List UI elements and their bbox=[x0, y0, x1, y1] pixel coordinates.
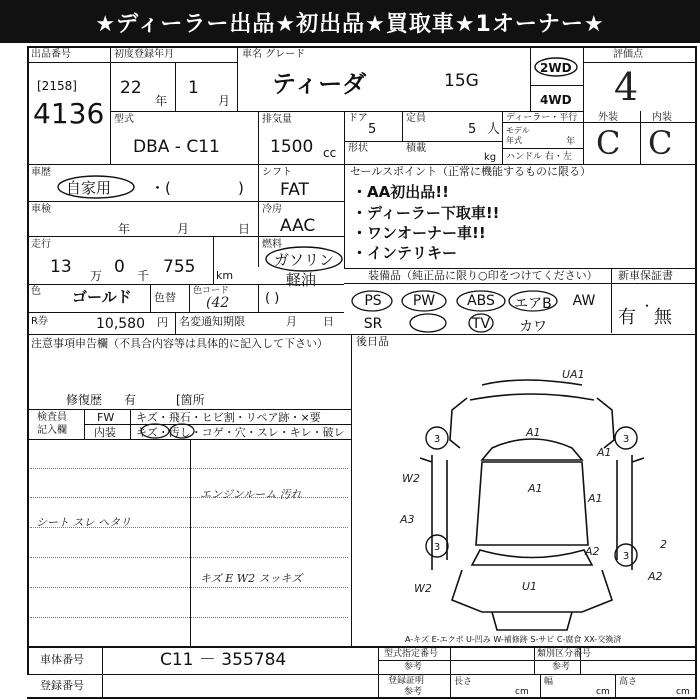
capacity-value: 5 bbox=[468, 122, 477, 137]
height-label: 高さ bbox=[619, 677, 638, 687]
repair-label: 修復歴 bbox=[66, 393, 103, 407]
row2-mid-line bbox=[344, 141, 502, 142]
repair-value: 有 bbox=[124, 393, 137, 407]
length-label: 長さ bbox=[454, 677, 473, 687]
category-ref: 参考 bbox=[552, 662, 571, 672]
warranty-yes: 有 bbox=[618, 307, 636, 328]
inspector-v1 bbox=[84, 409, 85, 439]
reg-no-label: 登録番号 bbox=[40, 679, 84, 692]
mark-a1-front: A1 bbox=[526, 426, 541, 439]
mark-ua1: UA1 bbox=[562, 368, 585, 381]
recycle-label: R券 bbox=[31, 316, 48, 327]
inspector-label-1: 検査員 bbox=[37, 412, 67, 423]
reg-label: 初度登録年月 bbox=[114, 49, 174, 60]
recycle-divider bbox=[175, 312, 176, 334]
load-label: 積載 bbox=[406, 143, 426, 154]
bottom-top-line bbox=[27, 646, 697, 648]
interior-value: C bbox=[648, 124, 673, 162]
engine-label: 排気量 bbox=[262, 114, 292, 125]
row2-dealer-divider bbox=[502, 111, 503, 164]
color-code: (42 bbox=[206, 295, 230, 311]
equip-tv: TV bbox=[471, 316, 491, 332]
notes-center-line bbox=[190, 439, 191, 646]
warranty-no: 無 bbox=[654, 307, 672, 328]
mark-w2-rear: W2 bbox=[414, 582, 432, 595]
bottom-mid-line-left bbox=[27, 674, 378, 675]
lot-label: 出品番号 bbox=[31, 49, 71, 60]
history-label: 車歴 bbox=[31, 167, 51, 178]
equip-airbag: エアB bbox=[514, 296, 552, 312]
mileage-u1: 万 bbox=[90, 269, 103, 283]
bottom-right-divider bbox=[378, 646, 379, 697]
mileage-v1: 13 bbox=[50, 257, 72, 277]
equip-ps: PS bbox=[364, 293, 382, 309]
car-grade: 15G bbox=[444, 71, 479, 91]
history-value: 自家用 bbox=[66, 179, 112, 197]
shift-value: FAT bbox=[280, 180, 309, 200]
inspection-month: 月 bbox=[177, 222, 190, 236]
engine-unit: cc bbox=[323, 146, 337, 160]
color-divider-2 bbox=[189, 284, 190, 312]
reg-label-line bbox=[110, 62, 237, 63]
color-value: ゴールド bbox=[72, 288, 132, 306]
col-drive-divider bbox=[583, 46, 584, 164]
sales-point-3: ・ワンオーナー車!! bbox=[352, 224, 486, 242]
fuel-gas: ガソリン bbox=[274, 251, 335, 269]
row2-model-divider bbox=[258, 111, 259, 164]
model-value: DBA - C11 bbox=[133, 137, 220, 157]
note-line-5 bbox=[30, 587, 348, 588]
shape-label: 形状 bbox=[348, 143, 368, 154]
fuel-diesel: 軽油 bbox=[286, 271, 317, 289]
chassis-label: 車体番号 bbox=[40, 653, 84, 666]
row-history-bottom bbox=[27, 201, 344, 202]
handle-label: ハンドル 右・左 bbox=[506, 152, 572, 162]
sales-point-4: ・インテリキー bbox=[352, 244, 458, 262]
drive-2wd: 2WD bbox=[540, 61, 572, 75]
recycle-value: 10,580 bbox=[96, 316, 145, 332]
name-change-day: 日 bbox=[323, 315, 334, 328]
ac-label: 冷房 bbox=[262, 204, 282, 215]
bottom-r-line-2 bbox=[378, 674, 695, 675]
inspector-circles bbox=[130, 409, 351, 440]
sales-left-line bbox=[344, 164, 345, 268]
score-label-line bbox=[583, 62, 695, 63]
dealer-label: ディーラー・平行 bbox=[506, 113, 578, 123]
note-line-6 bbox=[30, 617, 348, 618]
inspector-int: 内装 bbox=[94, 426, 116, 439]
model-label: 型式 bbox=[114, 114, 134, 125]
mark-a2-right: A2 bbox=[648, 570, 663, 583]
row2-handle-line bbox=[502, 148, 583, 149]
color-divider-1 bbox=[150, 284, 151, 312]
sales-point-2: ・ディーラー下取車!! bbox=[352, 204, 500, 222]
mileage-label: 走行 bbox=[31, 239, 51, 250]
lot-sub: [2158] bbox=[37, 79, 77, 93]
width-label: 幅 bbox=[544, 677, 554, 687]
color-paren: ( ) bbox=[265, 291, 280, 306]
diagram-legend: A-キズ E-エクボ U-凹み W-補修跡 S-サビ C-腐食 XX-交換済 bbox=[405, 635, 622, 644]
damage-diagram bbox=[352, 350, 694, 646]
inspection-day: 日 bbox=[238, 222, 251, 236]
designation-label: 型式指定番号 bbox=[384, 649, 439, 659]
notes-label: 注意事項申告欄（不具合内容等は具体的に記入して下さい） bbox=[31, 337, 328, 350]
model-year-label: モデル 年式 bbox=[506, 126, 530, 145]
drive-4wd: 4WD bbox=[540, 93, 572, 107]
equip-abs: ABS bbox=[467, 293, 495, 309]
frame-top bbox=[27, 46, 697, 48]
drive-mid-line bbox=[530, 85, 583, 86]
bottom-r-v2 bbox=[534, 646, 535, 674]
reg-cert-ref: 参考 bbox=[404, 687, 423, 697]
mark-a1-upper-right: A1 bbox=[597, 446, 612, 459]
inspector-int-text: キズ・汚し・コゲ・穴・スレ・キレ・破レ bbox=[136, 426, 345, 439]
mark-2: 2 bbox=[660, 538, 667, 551]
doors-label: ドア bbox=[348, 113, 368, 124]
height-unit: cm bbox=[676, 687, 690, 697]
history-circle bbox=[56, 174, 136, 200]
lot-number: 4136 bbox=[33, 97, 105, 130]
reg-mid-line bbox=[175, 62, 176, 111]
history-paren-close: ) bbox=[238, 179, 244, 197]
equip-pw: PW bbox=[412, 293, 436, 309]
chassis-value: C11 － 355784 bbox=[160, 650, 287, 670]
row2-ext-int-divider bbox=[640, 111, 641, 164]
bottom-r-v5 bbox=[615, 674, 616, 697]
handwriting-3: キズ E W2 スッキズ bbox=[200, 572, 303, 585]
banner-text: ★ディーラー出品★初出品★買取車★1オーナー★ bbox=[95, 12, 605, 37]
color-code-label: 色コード bbox=[193, 286, 230, 296]
inspection-label: 車検 bbox=[31, 204, 51, 215]
exterior-value: C bbox=[596, 124, 621, 162]
bottom-r-v4 bbox=[540, 674, 541, 697]
color-label: 色 bbox=[31, 286, 41, 297]
wheel-rear-right: 3 bbox=[622, 551, 630, 562]
shift-label: シフト bbox=[262, 167, 292, 178]
wheel-front-right: 3 bbox=[622, 434, 630, 445]
score-label: 評価点 bbox=[613, 49, 643, 60]
doors-value: 5 bbox=[368, 122, 377, 137]
mark-a2-rear: A2 bbox=[585, 545, 600, 558]
recycle-unit: 円 bbox=[157, 316, 168, 329]
later-label: 後日品 bbox=[356, 335, 389, 348]
wheel-front-left: 3 bbox=[433, 434, 441, 445]
drive-circle bbox=[533, 56, 579, 78]
history-paren-open: ・( bbox=[150, 179, 171, 197]
reg-year-unit: 年 bbox=[155, 94, 168, 108]
mark-a1-center: A1 bbox=[528, 482, 543, 495]
handwriting-1: エンジンルーム 汚れ bbox=[200, 488, 302, 501]
reg-month: 1 bbox=[188, 78, 199, 98]
width-unit: cm bbox=[596, 687, 610, 697]
equip-aw: AW bbox=[572, 293, 596, 309]
equipment-label: 装備品（純正品に限り○印をつけてください） bbox=[368, 269, 598, 282]
frame-right bbox=[695, 46, 697, 698]
car-label: 車名 グレード bbox=[242, 49, 306, 60]
lot-label-line bbox=[27, 62, 110, 63]
exterior-label: 外装 bbox=[598, 112, 618, 123]
sales-label: セールスポイント（正常に機能するものに限る） bbox=[350, 165, 592, 178]
model-year-unit: 年 bbox=[566, 137, 576, 147]
bottom-label-divider bbox=[102, 646, 103, 697]
inspector-fw: FW bbox=[97, 411, 115, 424]
mileage-unit: km bbox=[216, 269, 234, 282]
designation-ref: 参考 bbox=[404, 662, 423, 672]
reg-year: 22 bbox=[120, 78, 142, 98]
length-unit: cm bbox=[515, 687, 529, 697]
mark-w2-left: W2 bbox=[402, 472, 420, 485]
frame-left bbox=[27, 46, 29, 674]
col-lot-divider bbox=[110, 46, 111, 164]
mark-a1-right: A1 bbox=[588, 492, 603, 505]
reg-cert-label: 登録証明 bbox=[388, 676, 425, 686]
handwriting-2: シート スレ ヘタリ bbox=[36, 516, 131, 529]
km-divider bbox=[213, 236, 214, 284]
score-value: 4 bbox=[614, 65, 639, 109]
note-line-4 bbox=[30, 557, 348, 558]
wheel-rear-left: 3 bbox=[433, 542, 441, 553]
inspection-year: 年 bbox=[118, 222, 131, 236]
left-right-divider-a bbox=[258, 164, 259, 267]
name-change-month: 月 bbox=[286, 315, 297, 328]
load-unit: kg bbox=[484, 152, 497, 163]
fuel-label: 燃料 bbox=[262, 239, 282, 250]
row-inspection-bottom bbox=[27, 236, 344, 237]
color-divider-3 bbox=[258, 284, 259, 312]
capacity-label: 定員 bbox=[406, 113, 426, 124]
inspector-fw-text: キズ・飛石・ヒビ割・リペア跡・×要 bbox=[136, 411, 321, 424]
name-change-label: 名変通知期限 bbox=[179, 315, 245, 328]
recycle-top-line bbox=[27, 312, 344, 313]
repair-location: [箇所 bbox=[176, 393, 205, 407]
sales-point-1: ・AA初出品!! bbox=[352, 183, 449, 201]
equip-sr: SR bbox=[363, 316, 383, 332]
mark-u1: U1 bbox=[522, 580, 538, 593]
color-top-line bbox=[27, 284, 344, 285]
reg-month-unit: 月 bbox=[218, 94, 231, 108]
ac-value: AAC bbox=[280, 216, 316, 236]
warranty-divider bbox=[611, 268, 612, 333]
warranty-label: 新車保証書 bbox=[618, 269, 673, 282]
mark-a3-left: A3 bbox=[400, 513, 415, 526]
engine-value: 1500 bbox=[270, 137, 314, 157]
mileage-v2: 0 bbox=[114, 257, 125, 277]
row2-door-divider bbox=[402, 111, 403, 141]
car-name: ティーダ bbox=[272, 70, 367, 98]
mileage-u2: 千 bbox=[137, 269, 150, 283]
note-line-1 bbox=[30, 468, 348, 469]
equip-leather: カワ bbox=[519, 319, 547, 335]
warranty-dot: ・ bbox=[641, 299, 654, 313]
bottom-r-v1 bbox=[450, 646, 451, 697]
bottom-r-line-1 bbox=[378, 660, 695, 661]
mileage-v3: 755 bbox=[163, 257, 196, 277]
capacity-unit: 人 bbox=[487, 122, 501, 137]
inspector-label-2: 記入欄 bbox=[37, 425, 67, 436]
row2-engine-divider bbox=[344, 111, 345, 164]
color-change-label: 色替 bbox=[154, 291, 176, 304]
equip-circles bbox=[350, 284, 610, 334]
interior-label: 内装 bbox=[652, 112, 672, 123]
col-reg-divider bbox=[237, 46, 238, 111]
col-car-divider bbox=[530, 46, 531, 111]
category-label: 類別区分番号 bbox=[537, 649, 592, 659]
fuel-circle bbox=[264, 245, 344, 273]
